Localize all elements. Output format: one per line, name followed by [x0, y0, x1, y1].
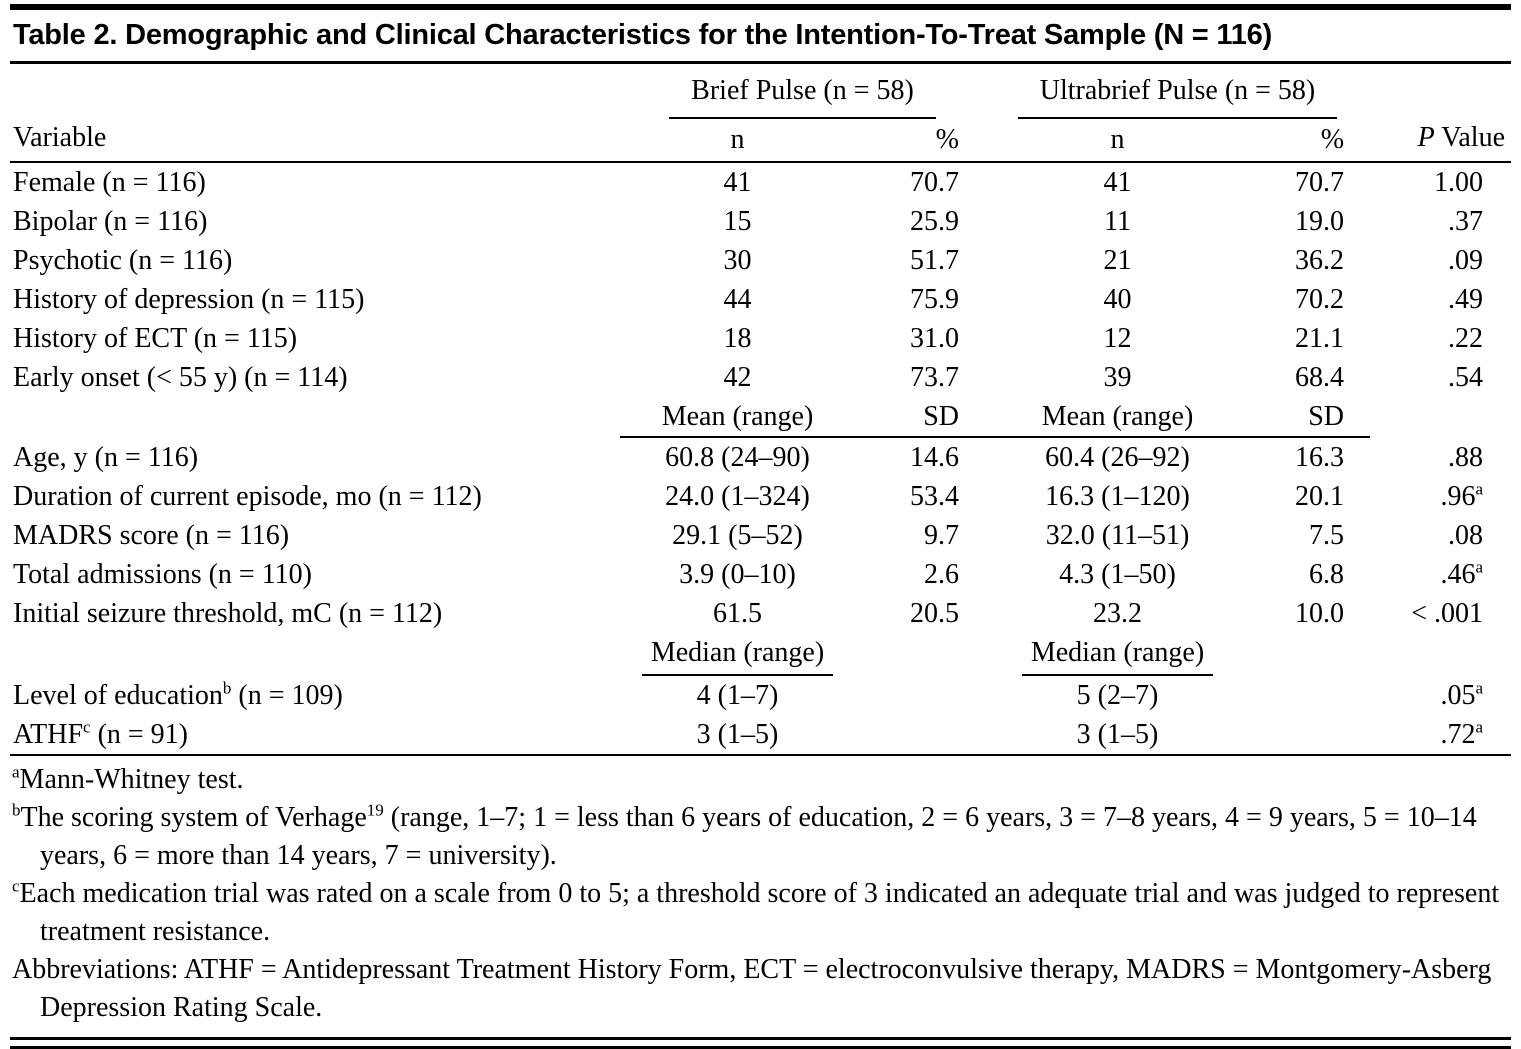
col-header-median-ultrabrief — [985, 633, 1250, 676]
empty-cell — [855, 633, 985, 676]
footnote-a-marker: a — [12, 762, 20, 782]
p-value-superscript: a — [1475, 557, 1484, 577]
cell-mean-ultrabrief: 32.0 (11–51) — [1045, 520, 1190, 551]
col-header-p-value — [1370, 64, 1511, 162]
cell-variable: Bipolar (n = 116) — [13, 206, 208, 237]
median-header-label: Median (range) — [1022, 633, 1213, 676]
col-header-median-brief — [620, 633, 855, 676]
col-header-pct-ultrabrief: % — [1250, 119, 1370, 162]
bottom-double-rule — [10, 1037, 1511, 1049]
cell-pct-ultrabrief: 36.2 — [1295, 245, 1345, 276]
cell-sd-brief: 9.7 — [924, 520, 959, 551]
cell-p-value — [1370, 280, 1511, 319]
cell-variable: History of ECT (n = 115) — [13, 323, 298, 354]
table-row-madrs-score — [10, 516, 1511, 555]
empty-cell — [1250, 633, 1370, 676]
empty-cell — [10, 397, 620, 437]
p-value-text: .37 — [1448, 206, 1484, 237]
p-value-superscript: a — [1475, 479, 1484, 499]
p-value-text: .49 — [1448, 284, 1484, 315]
p-value-superscript: a — [1475, 717, 1484, 737]
cell-n-ultrabrief: 11 — [1104, 206, 1131, 237]
table-row-level-of-education — [10, 676, 1511, 715]
col-header-variable: Variable — [10, 64, 620, 162]
cell-p-value — [1370, 241, 1511, 280]
p-value-superscript: a — [1475, 678, 1484, 698]
table-row-early-onset — [10, 358, 1511, 397]
cell-n-ultrabrief: 21 — [1103, 245, 1132, 276]
col-header-pct-brief: % — [855, 119, 985, 162]
cell-pct-brief: 70.7 — [910, 167, 959, 198]
cell-pct-ultrabrief: 68.4 — [1295, 362, 1345, 393]
cell-sd-brief: 14.6 — [910, 442, 959, 473]
cell-variable: Initial seizure threshold, mC (n = 112) — [13, 598, 443, 629]
cell-variable: Total admissions (n = 110) — [13, 559, 312, 590]
cell-pct-ultrabrief: 19.0 — [1295, 206, 1345, 237]
cell-n-brief: 41 — [723, 167, 752, 198]
table-row-initial-seizure-threshold — [10, 594, 1511, 633]
cell-mean-brief: 60.8 (24–90) — [665, 442, 810, 473]
cell-variable — [10, 715, 620, 754]
cell-n-brief: 42 — [723, 362, 752, 393]
table-row-total-admissions — [10, 555, 1511, 594]
cell-n-brief: 30 — [723, 245, 752, 276]
col-header-sd-brief: SD — [855, 397, 985, 437]
cell-sd-ultrabrief: 20.1 — [1295, 481, 1345, 512]
cell-mean-brief: 3.9 (0–10) — [679, 559, 796, 590]
footnote-a — [12, 761, 1509, 799]
cell-n-ultrabrief: 40 — [1103, 284, 1132, 315]
col-header-n-brief: n — [620, 119, 855, 162]
cell-pct-brief: 51.7 — [910, 245, 959, 276]
cell-sd-ultrabrief: 16.3 — [1295, 442, 1345, 473]
cell-variable: Psychotic (n = 116) — [13, 245, 233, 276]
empty-cell — [1250, 676, 1370, 715]
footnote-a-text: Mann-Whitney test. — [19, 764, 244, 795]
cell-p-value — [1370, 516, 1511, 555]
footnote-c-marker: c — [12, 876, 20, 896]
empty-cell — [1250, 715, 1370, 754]
p-value-text: .96 — [1440, 481, 1476, 512]
table-row-history-depression — [10, 280, 1511, 319]
cell-p-value — [1370, 358, 1511, 397]
cell-p-value — [1370, 437, 1511, 477]
variable-text: Level of education — [13, 680, 223, 711]
cell-mean-brief: 61.5 — [713, 598, 762, 629]
table-row-history-ect — [10, 319, 1511, 358]
cell-p-value — [1370, 202, 1511, 241]
p-value-text: .08 — [1448, 520, 1484, 551]
cell-n-ultrabrief: 41 — [1103, 167, 1132, 198]
cell-sd-ultrabrief: 6.8 — [1309, 559, 1345, 590]
cell-median-brief: 3 (1–5) — [696, 719, 779, 750]
p-value-text: .54 — [1448, 362, 1484, 393]
footnote-c — [12, 875, 1509, 951]
cell-sd-brief: 20.5 — [910, 598, 959, 629]
demographics-table — [10, 64, 1511, 754]
table-row-psychotic — [10, 241, 1511, 280]
variable-n-text: (n = 91) — [90, 719, 189, 750]
cell-p-value — [1370, 555, 1511, 594]
empty-cell — [855, 715, 985, 754]
cell-median-brief: 4 (1–7) — [696, 680, 779, 711]
empty-cell — [10, 633, 620, 676]
col-group-brief-pulse-label: Brief Pulse (n = 58) — [669, 68, 936, 119]
empty-cell — [1370, 397, 1511, 437]
cell-sd-brief: 2.6 — [924, 559, 959, 590]
cell-mean-brief: 24.0 (1–324) — [665, 481, 810, 512]
empty-cell — [855, 676, 985, 715]
cell-p-value — [1370, 319, 1511, 358]
footnote-b-text: The scoring system of Verhage — [20, 802, 367, 833]
cell-variable: Duration of current episode, mo (n = 112) — [13, 481, 482, 512]
footnote-b — [12, 799, 1509, 875]
col-group-ultrabrief-pulse — [985, 64, 1370, 119]
cell-median-ultrabrief: 5 (2–7) — [1076, 680, 1159, 711]
p-value-text: 1.00 — [1434, 167, 1484, 198]
cell-p-value — [1370, 676, 1511, 715]
p-value-italic-p: P — [1417, 122, 1435, 153]
cell-mean-ultrabrief: 60.4 (26–92) — [1045, 442, 1190, 473]
cell-pct-brief: 75.9 — [910, 284, 959, 315]
col-group-brief-pulse — [620, 64, 985, 119]
cell-sd-ultrabrief: 7.5 — [1309, 520, 1345, 551]
variable-text: ATHF — [13, 719, 84, 750]
cell-variable: Female (n = 116) — [13, 167, 206, 198]
cell-p-value — [1370, 715, 1511, 754]
variable-superscript: b — [222, 678, 232, 698]
footnote-b-text-continued: (range, 1–7; 1 = less than 6 years of education, 2 = 6 years, 3 = 7–8 years, 4 = 9 years, 5 = 10–14 years, 6 = more than 14 years, 7 = university). — [40, 802, 1477, 871]
cell-pct-ultrabrief: 21.1 — [1295, 323, 1345, 354]
table-title: Table 2. Demographic and Clinical Characteristics for the Intention-To-Treat Sample (N = 116) — [10, 4, 1511, 64]
p-value-text: .22 — [1448, 323, 1484, 354]
cell-mean-brief: 29.1 (5–52) — [672, 520, 803, 551]
cell-n-ultrabrief: 39 — [1103, 362, 1132, 393]
cell-p-value — [1370, 594, 1511, 633]
empty-cell — [1370, 633, 1511, 676]
p-value-text: .72 — [1440, 719, 1476, 750]
table-row-age — [10, 437, 1511, 477]
col-header-sd-ultrabrief: SD — [1250, 397, 1370, 437]
col-header-mean-brief: Mean (range) — [620, 397, 855, 437]
cell-pct-ultrabrief: 70.7 — [1295, 167, 1345, 198]
median-header-row — [10, 633, 1511, 676]
p-value-text: < .001 — [1411, 598, 1484, 629]
median-header-label: Median (range) — [642, 633, 833, 676]
p-value-text: .05 — [1440, 680, 1476, 711]
cell-n-brief: 44 — [723, 284, 752, 315]
cell-sd-ultrabrief: 10.0 — [1295, 598, 1345, 629]
cell-n-brief: 18 — [723, 323, 752, 354]
cell-mean-ultrabrief: 16.3 (1–120) — [1045, 481, 1190, 512]
p-value-text: .88 — [1448, 442, 1484, 473]
cell-median-ultrabrief: 3 (1–5) — [1076, 719, 1159, 750]
variable-n-text: (n = 109) — [231, 680, 343, 711]
cell-variable — [10, 676, 620, 715]
col-group-ultrabrief-pulse-label: Ultrabrief Pulse (n = 58) — [1018, 68, 1338, 119]
table-row-duration-episode — [10, 477, 1511, 516]
table-row-bipolar — [10, 202, 1511, 241]
col-header-mean-ultrabrief: Mean (range) — [985, 397, 1250, 437]
cell-variable: History of depression (n = 115) — [13, 284, 365, 315]
cell-pct-ultrabrief: 70.2 — [1295, 284, 1345, 315]
p-value-text: .09 — [1448, 245, 1484, 276]
mean-sd-header-row — [10, 397, 1511, 437]
cell-p-value — [1370, 477, 1511, 516]
p-value-text: .46 — [1440, 559, 1476, 590]
cell-pct-brief: 73.7 — [910, 362, 959, 393]
cell-variable: MADRS score (n = 116) — [13, 520, 290, 551]
col-header-n-ultrabrief: n — [985, 119, 1250, 162]
cell-p-value — [1370, 162, 1511, 202]
cell-variable: Age, y (n = 116) — [13, 442, 199, 473]
cell-pct-brief: 31.0 — [910, 323, 959, 354]
cell-sd-brief: 53.4 — [910, 481, 959, 512]
cell-variable: Early onset (< 55 y) (n = 114) — [13, 362, 348, 393]
p-value-rest: Value — [1434, 122, 1506, 153]
cell-mean-ultrabrief: 4.3 (1–50) — [1059, 559, 1176, 590]
table-row-female — [10, 162, 1511, 202]
table-row-athf — [10, 715, 1511, 754]
cell-n-ultrabrief: 12 — [1103, 323, 1132, 354]
cell-n-brief: 15 — [723, 206, 752, 237]
cell-mean-ultrabrief: 23.2 — [1093, 598, 1142, 629]
footnotes — [10, 754, 1511, 1037]
footnote-abbreviations: Abbreviations: ATHF = Antidepressant Treatment History Form, ECT = electroconvulsive therapy, MADRS = Montgomery-Asberg Depression Rating Scale. — [12, 954, 1492, 1023]
variable-superscript: c — [83, 717, 91, 737]
footnote-c-text: Each medication trial was rated on a scale from 0 to 5; a threshold score of 3 indicated an adequate trial and was judged to represent treatment resistance. — [19, 878, 1500, 947]
cell-pct-brief: 25.9 — [910, 206, 959, 237]
column-group-header-row — [10, 64, 1511, 119]
footnote-b-marker: b — [12, 800, 21, 820]
footnote-b-reference-superscript: 19 — [366, 800, 384, 820]
